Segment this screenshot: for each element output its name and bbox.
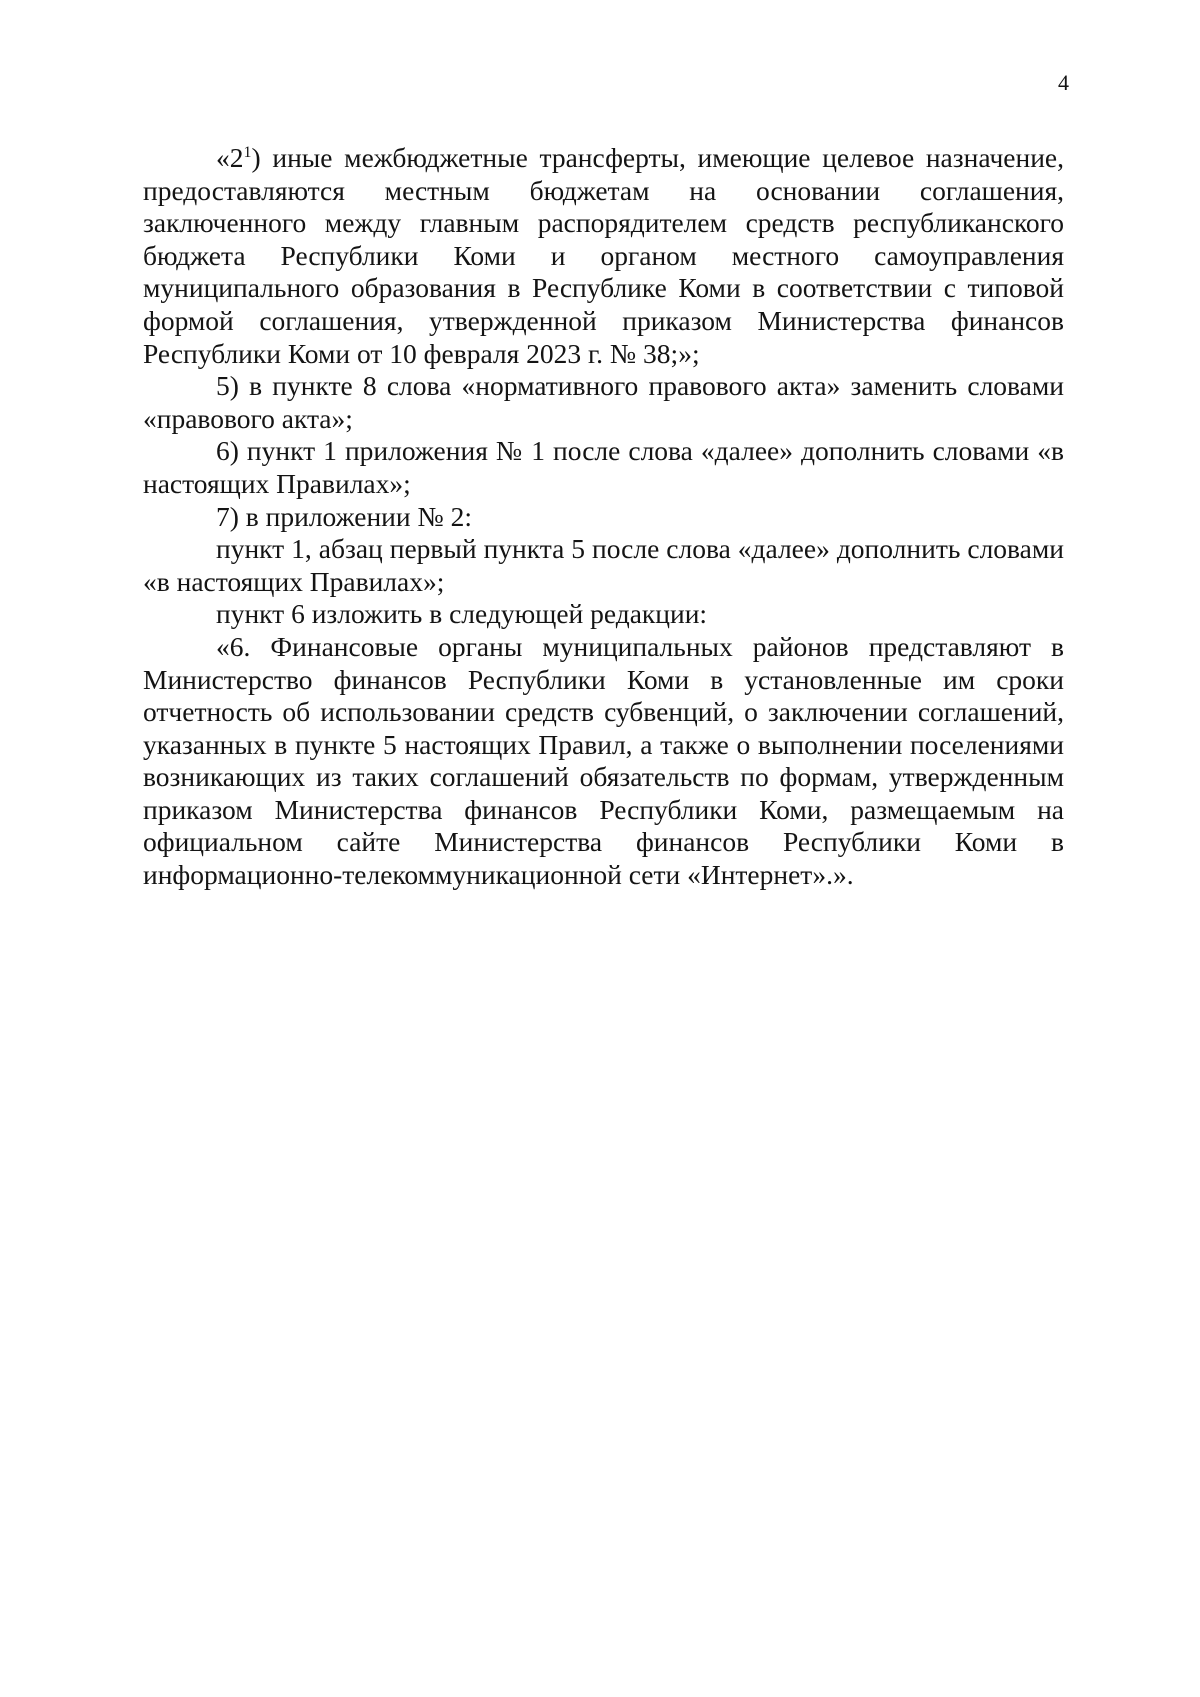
paragraph-2-1-prefix: «2 [216,142,244,173]
paragraph-2-1 [143,142,1064,370]
paragraph-7-point-1: пункт 1, абзац первый пункта 5 после слова «далее» дополнить словами «в настоящих Правилах»; [143,533,1064,597]
paragraph-7-point-6: пункт 6 изложить в следующей редакции: [216,598,708,630]
paragraph-point-6-text: «6. Финансовые органы муниципальных районов представляют в Министерство финансов Республики Коми в установленные им сроки отчетность об использовании средств субвенций, о заключении соглашений, указанных в пункте 5 настоящих Правил, а также о выполнении поселениями возникающих из таких соглашений обязательств по формам, утвержденным приказом Министерства финансов Республики Коми, размещаемым на официальном сайте Министерства финансов Республики Коми в информационно-телекоммуникационной сети «Интернет».». [143,630,1064,891]
paragraph-2-1-text: ) иные межбюджетные трансферты, имеющие целевое назначение, предоставляются местным бюджетам на основании соглашения, заключенного между главным распорядителем средств республиканского бюджета Республики Коми и органом местного самоуправления муниципального образования в Республике Коми в соответствии с типовой формой соглашения, утвержденной приказом Министерства финансов Республики Коми от 10 февраля 2023 г. № 38;»; [143,142,1064,369]
document-body [143,142,1064,892]
page-number: 4 [1058,70,1069,95]
paragraph-5: 5) в пункте 8 слова «нормативного правового акта» заменить словами «правового акта»; [143,370,1064,434]
paragraph-6: 6) пункт 1 приложения № 1 после слова «далее» дополнить словами «в настоящих Правилах»; [143,435,1064,499]
paragraph-2-1-superscript: 1 [243,144,252,161]
paragraph-7: 7) в приложении № 2: [216,500,472,532]
